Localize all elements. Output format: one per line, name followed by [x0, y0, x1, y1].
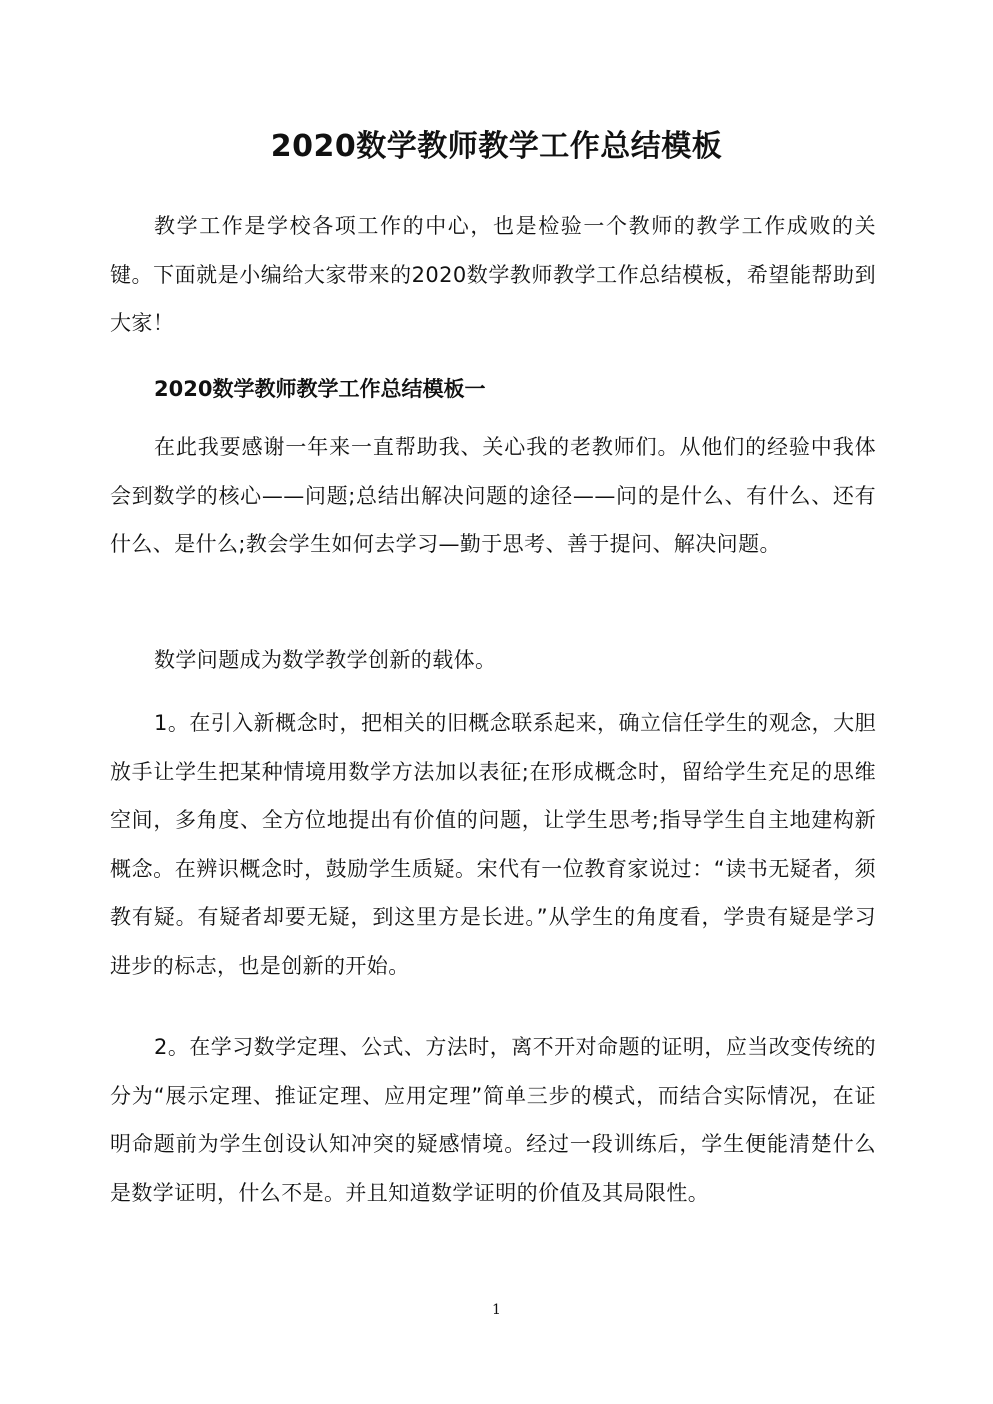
intro-paragraph: 教学工作是学校各项工作的中心，也是检验一个教师的教学工作成败的关键。下面就是小编给大家带来的2020数学教师教学工作总结模板，希望能帮助到大家！ — [110, 214, 876, 335]
page-number: 1 — [492, 1302, 501, 1318]
paragraph-point-2: 2。在学习数学定理、公式、方法时，离不开对命题的证明，应当改变传统的分为“展示定理、推证定理、应用定理”简单三步的模式，而结合实际情况，在证明命题前为学生创设认知冲突的疑感情境。经过一段训练后，学生便能清楚什么是数学证明，什么不是。并且知道数学证明的价值及其局限性。 — [110, 1035, 876, 1205]
paragraph-problem-carrier: 数学问题成为数学教学创新的载体。 — [154, 648, 497, 672]
paragraph-point-1: 1。在引入新概念时，把相关的旧概念联系起来，确立信任学生的观念，大胆放手让学生把某种情境用数学方法加以表征;在形成概念时，留给学生充足的思维空间，多角度、全方位地提出有价值的问题，让学生思考;指导学生自主地建构新概念。在辨识概念时，鼓励学生质疑。宋代有一位教育家说过：“读书无疑者，须教有疑。有疑者却要无疑，到这里方是长进。”从学生的角度看，学贵有疑是学习进步的标志，也是创新的开始。 — [110, 711, 876, 978]
paragraph-thanks: 在此我要感谢一年来一直帮助我、关心我的老教师们。从他们的经验中我体会到数学的核心——问题;总结出解决问题的途径——问的是什么、有什么、还有什么、是什么;教会学生如何去学习—勤于思考、善于提问、解决问题。 — [110, 435, 876, 556]
page-title: 2020数学教师教学工作总结模板 — [270, 129, 723, 164]
section-heading: 2020数学教师教学工作总结模板一 — [154, 377, 486, 401]
